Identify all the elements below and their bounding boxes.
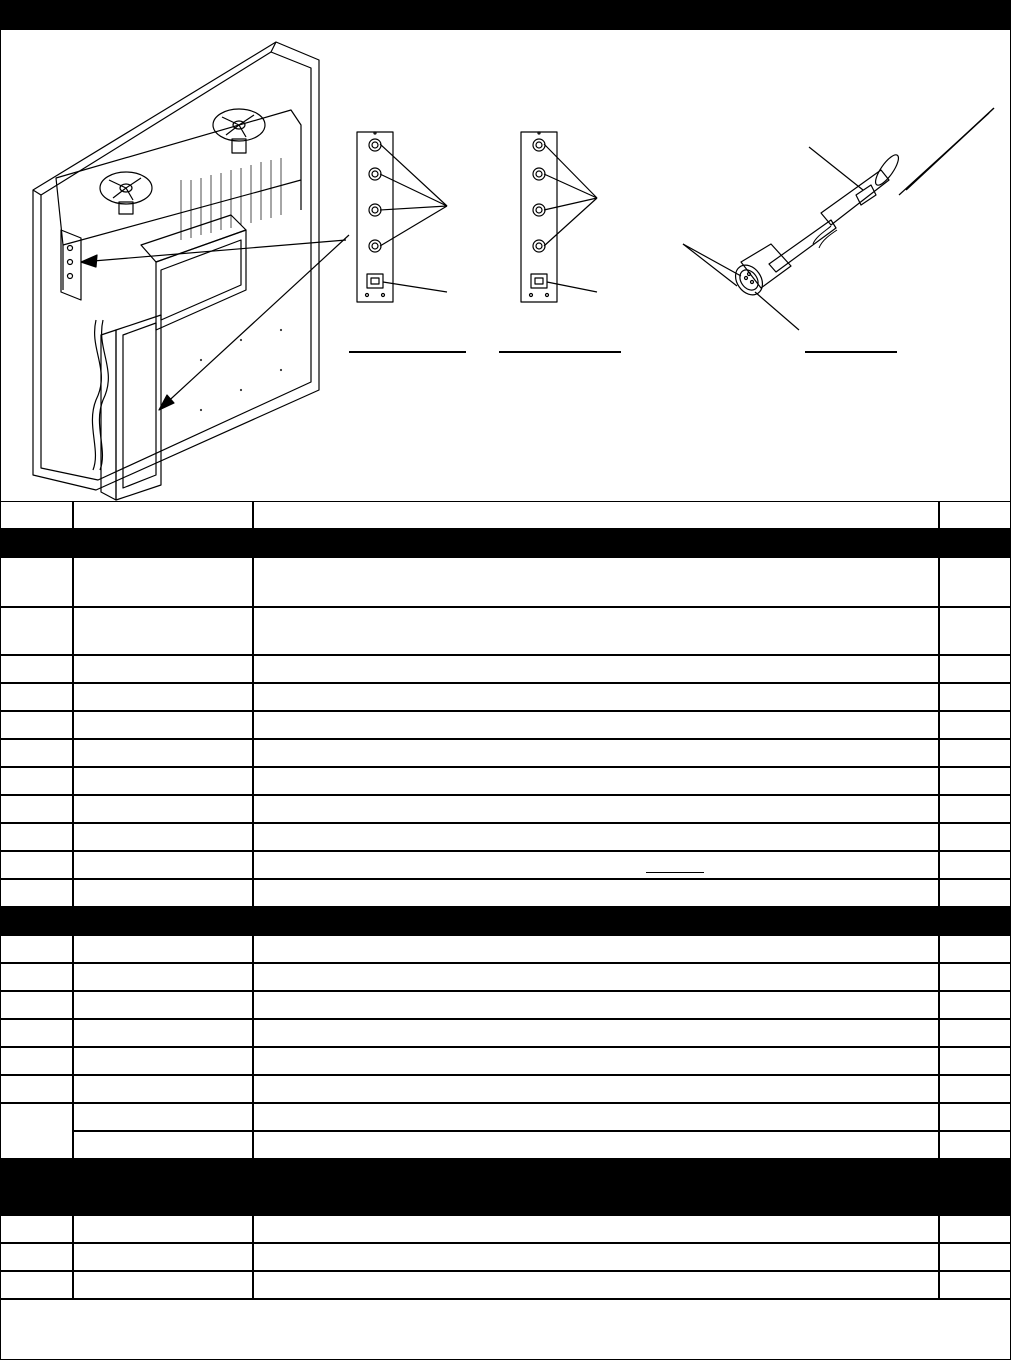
fan-right xyxy=(213,109,265,153)
table-row xyxy=(1,1243,1010,1271)
section-band-3 xyxy=(1,1159,1010,1215)
table-header-row xyxy=(1,501,1010,529)
table-row xyxy=(1,1271,1010,1299)
underline-mark xyxy=(646,858,704,873)
table-row xyxy=(1,963,1010,991)
section-band-2 xyxy=(1,907,1010,935)
table-row xyxy=(1,1019,1010,1047)
table-row xyxy=(1,823,1010,851)
table-row xyxy=(1,1047,1010,1075)
connector-panel-a xyxy=(357,132,447,302)
footer-note-area xyxy=(1,1306,1010,1359)
parts-table xyxy=(1,501,1010,1300)
table-row xyxy=(1,767,1010,795)
table-row xyxy=(1,1075,1010,1103)
header-cell-part-number xyxy=(73,501,253,529)
table-row xyxy=(1,879,1010,907)
table-row xyxy=(1,935,1010,963)
table-row xyxy=(1,795,1010,823)
table-row xyxy=(1,1131,1010,1159)
fan-left xyxy=(100,172,152,214)
table-row xyxy=(1,655,1010,683)
table-row xyxy=(1,851,1010,879)
header-bar xyxy=(1,1,1010,30)
table-row xyxy=(1,991,1010,1019)
section-band-1 xyxy=(1,529,1010,557)
callout-arrows xyxy=(81,235,349,410)
cabinet-drawing xyxy=(33,42,319,500)
header-cell-qty xyxy=(939,501,1010,529)
table-row xyxy=(1,607,1010,655)
illustration-drawing xyxy=(1,30,1010,501)
table-row xyxy=(1,1215,1010,1243)
header-cell-description xyxy=(253,501,939,529)
parts-illustration xyxy=(1,30,1010,502)
header-cell-item xyxy=(1,501,73,529)
table-row xyxy=(1,739,1010,767)
table-row xyxy=(1,557,1010,607)
temperature-probe xyxy=(683,108,994,330)
connector-panel-b xyxy=(521,132,597,302)
table-row xyxy=(1,711,1010,739)
table-row xyxy=(1,683,1010,711)
table-row xyxy=(1,1103,1010,1131)
